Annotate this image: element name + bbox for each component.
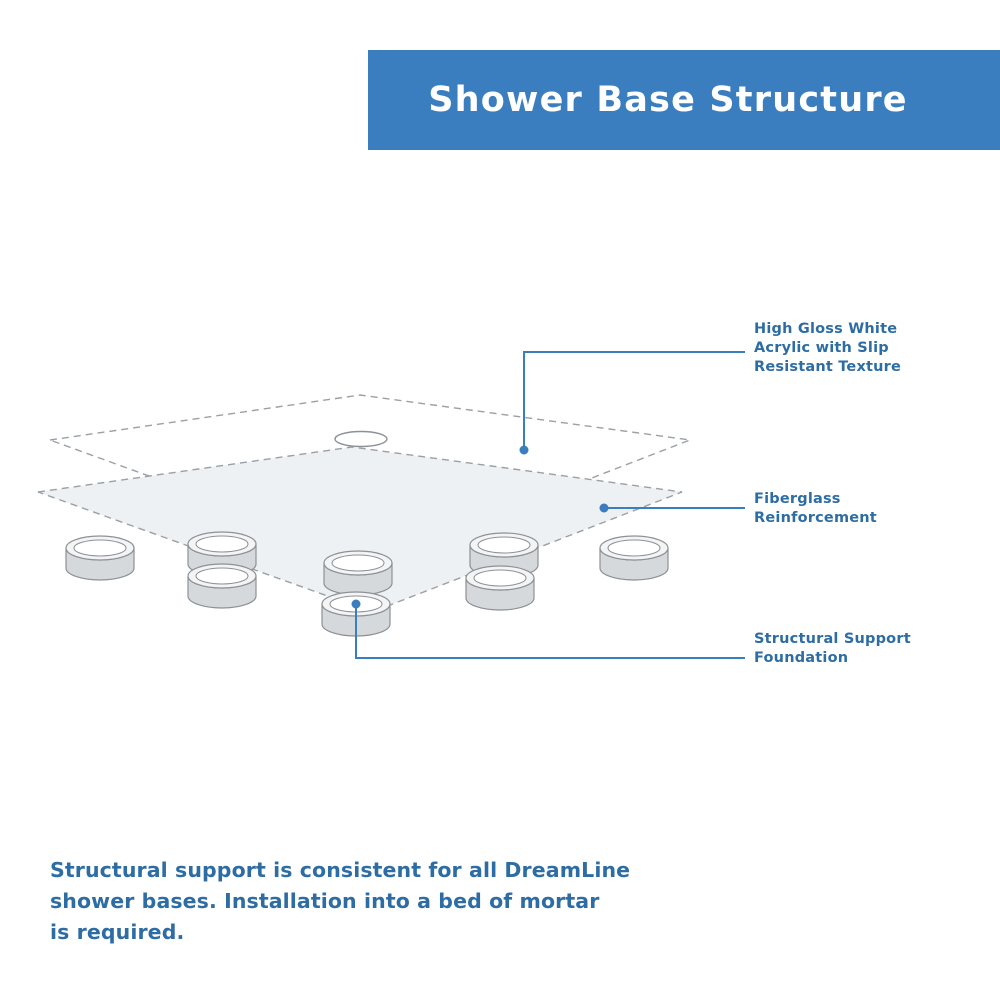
footer-note-line3: is required. bbox=[50, 920, 185, 944]
support-ring bbox=[66, 536, 134, 580]
callout-fiberglass bbox=[754, 490, 974, 528]
leader-dot-acrylic bbox=[520, 446, 529, 455]
support-ring bbox=[600, 536, 668, 580]
footer-note-line1: Structural support is consistent for all DreamLine bbox=[50, 858, 631, 882]
callout-acrylic-line3: Resistant Texture bbox=[754, 359, 902, 375]
callout-acrylic-line1: High Gloss White bbox=[754, 321, 898, 337]
drain-opening bbox=[335, 432, 387, 447]
leader-dot-support bbox=[352, 600, 361, 609]
support-ring bbox=[324, 551, 392, 595]
callout-fiberglass-line1: Fiberglass bbox=[754, 491, 841, 507]
leader-line-support bbox=[356, 604, 745, 658]
leader-dot-fiberglass bbox=[600, 504, 609, 513]
callout-support-line1: Structural Support bbox=[754, 631, 911, 647]
callout-support-line2: Foundation bbox=[754, 650, 849, 666]
callout-fiberglass-line2: Reinforcement bbox=[754, 510, 877, 526]
callout-support bbox=[754, 630, 974, 668]
leader-line-acrylic bbox=[524, 352, 745, 450]
support-ring bbox=[466, 566, 534, 610]
page-title: Shower Base Structure bbox=[428, 80, 908, 120]
support-ring bbox=[188, 564, 256, 608]
callout-acrylic-line2: Acrylic with Slip bbox=[754, 340, 889, 356]
footer-note bbox=[50, 855, 710, 948]
callout-acrylic bbox=[754, 320, 974, 377]
footer-note-line2: shower bases. Installation into a bed of mortar bbox=[50, 889, 600, 913]
